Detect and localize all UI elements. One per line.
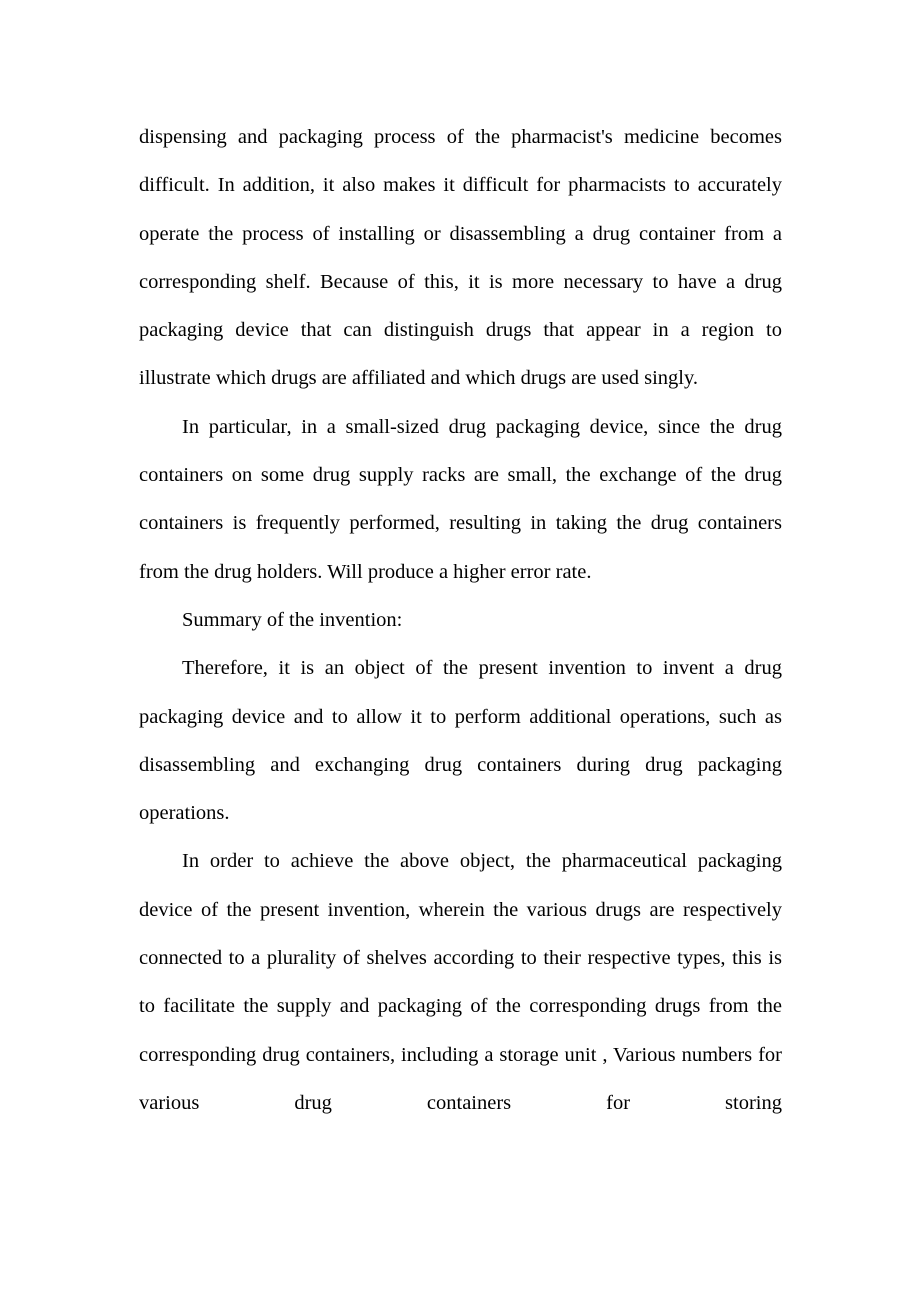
paragraph-object: Therefore, it is an object of the present invention to invent a drug packaging device and to allow it to perform additional operations, such as disassembling and exchanging drug containers during drug packaging operations.: [139, 657, 782, 825]
paragraph-continuation: dispensing and packaging process of the pharmacist's medicine becomes difficult. In addition, it also makes it difficult for pharmacists to accurately operate the process of installing or disassembling a drug container from a corresponding shelf. Because of this, it is more necessary to have a drug packaging device that can distinguish drugs that appear in a region to illustrate which drugs are affiliated and which drugs are used singly.: [139, 126, 782, 390]
section-heading-summary: Summary of the invention:: [182, 608, 403, 631]
document-page: [139, 113, 782, 1127]
paragraph-small-device: In particular, in a small-sized drug packaging device, since the drug containers on some drug supply racks are small, the exchange of the drug containers is frequently performed, resulting in taking the drug containers from the drug holders. Will produce a higher error rate.: [139, 415, 782, 583]
paragraph-achieve-object: In order to achieve the above object, the pharmaceutical packaging device of the present invention, wherein the various drugs are respectively connected to a plurality of shelves according to their respective types, this is to facilitate the supply and packaging of the corresponding drugs from the corresponding drug containers, including a storage unit , Various numbers for various drug containers for storing: [139, 850, 782, 1114]
